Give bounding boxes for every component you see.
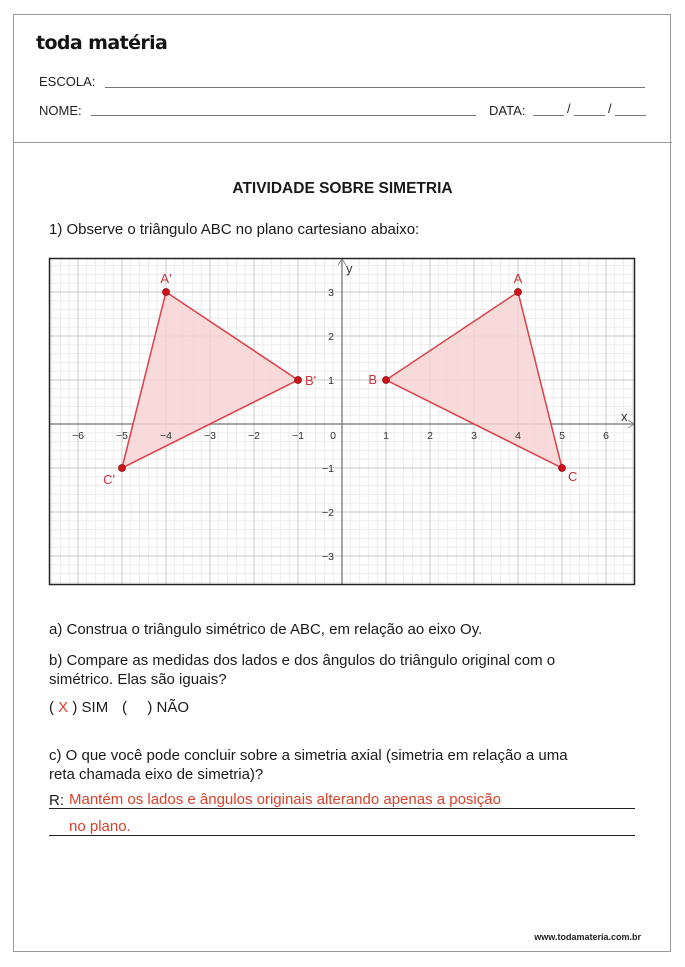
y-tick-label: 2 [328, 331, 334, 343]
y-tick-label: −3 [322, 551, 334, 563]
x-tick-label: 6 [603, 430, 609, 442]
option-sim-label: ) SIM [72, 699, 109, 716]
vertex-label: C [568, 469, 578, 484]
y-tick-label: −1 [322, 463, 334, 475]
answer-line1: Mantém os lados e ângulos originais alterando apenas a posição [69, 791, 501, 808]
answer-rule-2[interactable] [49, 835, 635, 836]
vertex-point [163, 289, 170, 296]
x-tick-label: 5 [559, 430, 565, 442]
y-tick-label: −2 [322, 507, 334, 519]
x-tick-label: 0 [330, 430, 336, 442]
question-1: 1) Observe o triângulo ABC no plano cartesiano abaixo: [49, 221, 420, 238]
footer-url: www.todamateria.com.br [534, 932, 641, 942]
x-tick-label: −4 [160, 430, 172, 442]
date-label: DATA: [489, 103, 526, 118]
y-axis-label: y [346, 261, 353, 276]
name-label: NOME: [39, 103, 82, 118]
vertex-label: B' [305, 373, 317, 388]
x-tick-label: 4 [515, 430, 521, 442]
vertex-point [383, 377, 390, 384]
item-a: a) Construa o triângulo simétrico de ABC, em relação ao eixo Oy. [49, 621, 483, 638]
x-tick-label: −1 [292, 430, 304, 442]
answer-prefix: R: [49, 792, 64, 809]
vertex-point [515, 289, 522, 296]
x-tick-label: −6 [72, 430, 84, 442]
paren-open: ( [122, 699, 127, 716]
vertex-point [295, 377, 302, 384]
paren-open: ( [49, 699, 54, 716]
x-tick-label: −5 [116, 430, 128, 442]
x-tick-label: −2 [248, 430, 260, 442]
item-c-line2: reta chamada eixo de simetria)? [49, 766, 264, 783]
date-separator: / [608, 101, 612, 116]
answer-line2: no plano. [69, 818, 131, 835]
school-label: ESCOLA: [39, 74, 96, 89]
vertex-label: B [368, 372, 377, 387]
vertex-label: A' [160, 271, 172, 286]
y-tick-label: 3 [328, 287, 334, 299]
option-nao[interactable] [122, 698, 189, 717]
x-tick-label: 3 [471, 430, 477, 442]
checkmark-x: X [58, 699, 69, 716]
item-c-line1: c) O que você pode concluir sobre a simetria axial (simetria em relação a uma [49, 747, 568, 764]
y-tick-label: 1 [328, 375, 334, 387]
option-sim[interactable] [49, 698, 108, 717]
x-tick-label: 2 [427, 430, 433, 442]
vertex-label: C' [103, 472, 115, 487]
x-tick-label: 1 [383, 430, 389, 442]
item-b-line1: b) Compare as medidas dos lados e dos ângulos do triângulo original com o [49, 652, 556, 669]
vertex-point [559, 465, 566, 472]
logo: toda matéria [36, 32, 168, 54]
item-b-line2: simétrico. Elas são iguais? [49, 671, 227, 688]
vertex-label: A [513, 271, 523, 286]
vertex-point [119, 465, 126, 472]
option-nao-label: ) NÃO [147, 699, 190, 716]
answer-rule-1[interactable] [49, 808, 635, 809]
x-tick-label: −3 [204, 430, 216, 442]
date-separator: / [567, 101, 571, 116]
x-axis-label: x [621, 409, 628, 424]
page-title: ATIVIDADE SOBRE SIMETRIA [232, 180, 453, 197]
